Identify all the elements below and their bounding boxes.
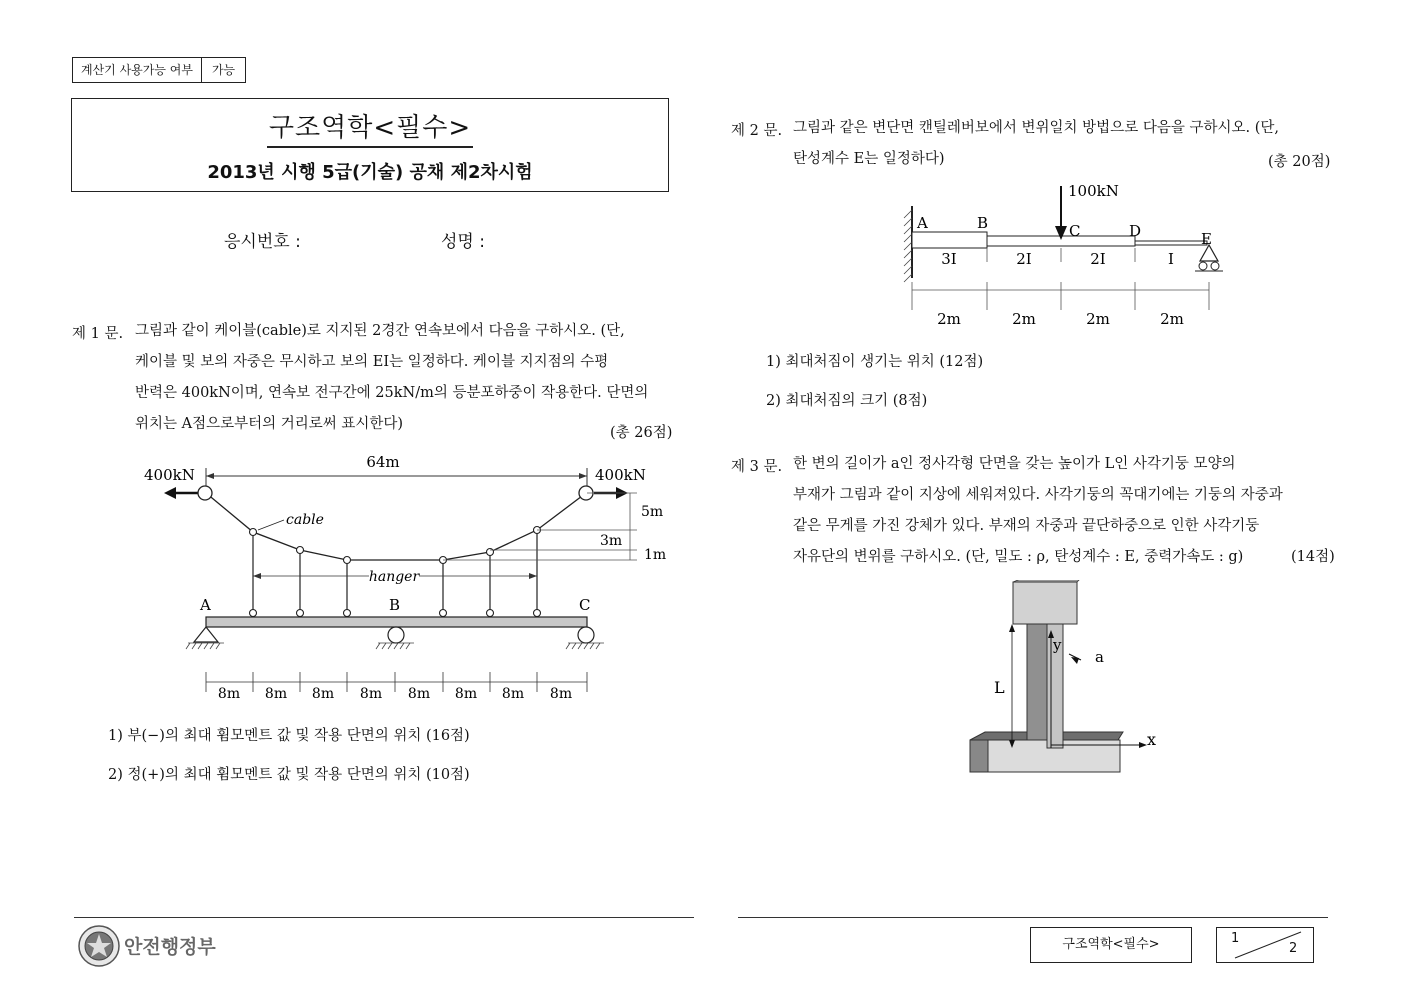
point-c-label: C	[579, 596, 591, 614]
q1-line: 케이블 및 보의 자중은 무시하고 보의 EI는 일정하다. 케이블 지지점의 수평	[135, 354, 609, 370]
q2-line: 그림과 같은 변단면 캔틸레버보에서 변위일치 방법으로 다음을 구하시오. (단,	[793, 120, 1279, 136]
q1-sub2: 2) 정(+)의 최대 휨모멘트 값 및 작용 단면의 위치 (10점)	[108, 767, 470, 783]
q2-score: (총 20점)	[1268, 154, 1331, 170]
inertia-label: 2I	[1090, 250, 1106, 268]
segment-label: 8m	[454, 686, 478, 702]
left-force-label: 400kN	[144, 466, 195, 484]
q2-sub1: 1) 최대처짐이 생기는 위치 (12점)	[766, 354, 984, 370]
rigid-block	[1013, 582, 1077, 624]
segment-label: 8m	[217, 686, 241, 702]
q2-line: 탄성계수 E는 일정하다)	[793, 151, 945, 167]
roller-support-b	[388, 627, 404, 643]
inertia-label: I	[1168, 250, 1174, 268]
footer-divider-left	[74, 917, 694, 918]
height-label: L	[994, 678, 1005, 697]
q1-line: 그림과 같이 케이블(cable)로 지지된 2경간 연속보에서 다음을 구하시오. (단,	[135, 323, 625, 339]
q3-text	[793, 449, 1338, 573]
exam-title: 구조역학<필수>	[267, 107, 473, 148]
q1-line: 위치는 A점으로부터의 거리로써 표시한다)	[135, 416, 404, 432]
calculator-label: 계산기 사용가능 여부	[73, 58, 202, 82]
q3-line: 자유단의 변위를 구하시오. (단, 밀도 : ρ, 탄성계수 : E, 중력가속도 : g)	[793, 549, 1244, 565]
right-force-label: 400kN	[595, 466, 646, 484]
segment-label: 8m	[501, 686, 525, 702]
column-side	[1027, 624, 1047, 740]
page-indicator-box	[1216, 927, 1314, 963]
sag-3m: 3m	[600, 533, 623, 549]
title-box	[71, 98, 669, 192]
q1-sub1: 1) 부(−)의 최대 휨모멘트 값 및 작용 단면의 위치 (16점)	[108, 728, 470, 744]
q1-line: 반력은 400kN이며, 연속보 전구간에 25kN/m의 등분포하중이 작용한다. 단면의	[135, 385, 649, 401]
q3-line: 같은 무게를 가진 강체가 있다. 부재의 자중과 끝단하중으로 인한 사각기둥	[793, 518, 1260, 534]
segment-label: 8m	[264, 686, 288, 702]
segment-label: 2m	[1160, 310, 1184, 328]
segment-label: 2m	[937, 310, 961, 328]
q1-text	[135, 316, 675, 440]
hanger-label: hanger	[368, 569, 420, 585]
inertia-label: 3I	[941, 250, 957, 268]
dimension-lines	[912, 282, 1209, 310]
name-label: 성명 :	[441, 232, 485, 252]
point-label: D	[1129, 222, 1142, 240]
pin-support-a	[194, 627, 218, 642]
load-label: 100kN	[1068, 182, 1119, 200]
sag-5m: 5m	[641, 504, 664, 520]
q2-cantilever-figure	[897, 178, 1227, 328]
total-pages: 2	[1289, 941, 1298, 956]
segment-label: 8m	[311, 686, 335, 702]
point-b-label: B	[389, 596, 401, 614]
point-label: B	[977, 214, 989, 232]
x-axis-label: x	[1147, 730, 1157, 749]
side-length-label: a	[1095, 648, 1104, 666]
footer-subject-box	[1030, 927, 1192, 963]
q2-text	[793, 113, 1338, 175]
footer-subject: 구조역학<필수>	[1062, 937, 1160, 952]
point-label: A	[917, 214, 928, 232]
q3-line: 한 변의 길이가 a인 정사각형 단면을 갖는 높이가 L인 사각기둥 모양의	[793, 456, 1236, 472]
left-anchor	[198, 486, 212, 500]
segment-label: 2m	[1086, 310, 1110, 328]
exam-subtitle: 2013년 시행 5급(기술) 공채 제2차시험	[207, 162, 533, 183]
ministry-emblem-icon	[77, 924, 121, 968]
roller-support-c	[578, 627, 594, 643]
y-axis-label: y	[1053, 636, 1062, 654]
q3-score: (14점)	[1291, 549, 1335, 565]
continuous-beam	[206, 617, 587, 627]
segment-label: 8m	[407, 686, 431, 702]
q2-sub2: 2) 최대처짐의 크기 (8점)	[766, 393, 928, 409]
q2-number: 제 2 문.	[731, 123, 783, 139]
point-label: C	[1069, 222, 1081, 240]
point-a-label: A	[200, 596, 211, 614]
q3-line: 부재가 그림과 같이 지상에 세워져있다. 사각기둥의 꼭대기에는 기둥의 자중과	[793, 487, 1283, 503]
q3-column-figure	[965, 580, 1165, 775]
q1-number: 제 1 문.	[72, 326, 124, 342]
footer-divider-right	[738, 917, 1328, 918]
current-page: 1	[1231, 931, 1240, 946]
point-label: E	[1201, 230, 1212, 248]
ministry-name: 안전행정부	[124, 936, 216, 958]
segment-label: 2m	[1012, 310, 1036, 328]
sag-1m: 1m	[644, 547, 667, 563]
span-label: 64m	[366, 453, 400, 471]
q3-number: 제 3 문.	[731, 459, 783, 475]
segment-label: 8m	[359, 686, 383, 702]
calculator-usage-box	[72, 57, 246, 83]
q1-cable-beam-figure	[140, 450, 670, 705]
q1-score: (총 26점)	[610, 425, 673, 441]
calculator-value: 가능	[211, 63, 236, 77]
segment-de	[1135, 241, 1207, 245]
exam-number-label: 응시번호 :	[224, 232, 301, 252]
segment-ab	[912, 232, 987, 248]
segment-label: 8m	[549, 686, 573, 702]
ground-hatch	[186, 643, 604, 649]
inertia-label: 2I	[1016, 250, 1032, 268]
wall-hatch	[904, 210, 912, 282]
cable-label: cable	[286, 512, 324, 528]
